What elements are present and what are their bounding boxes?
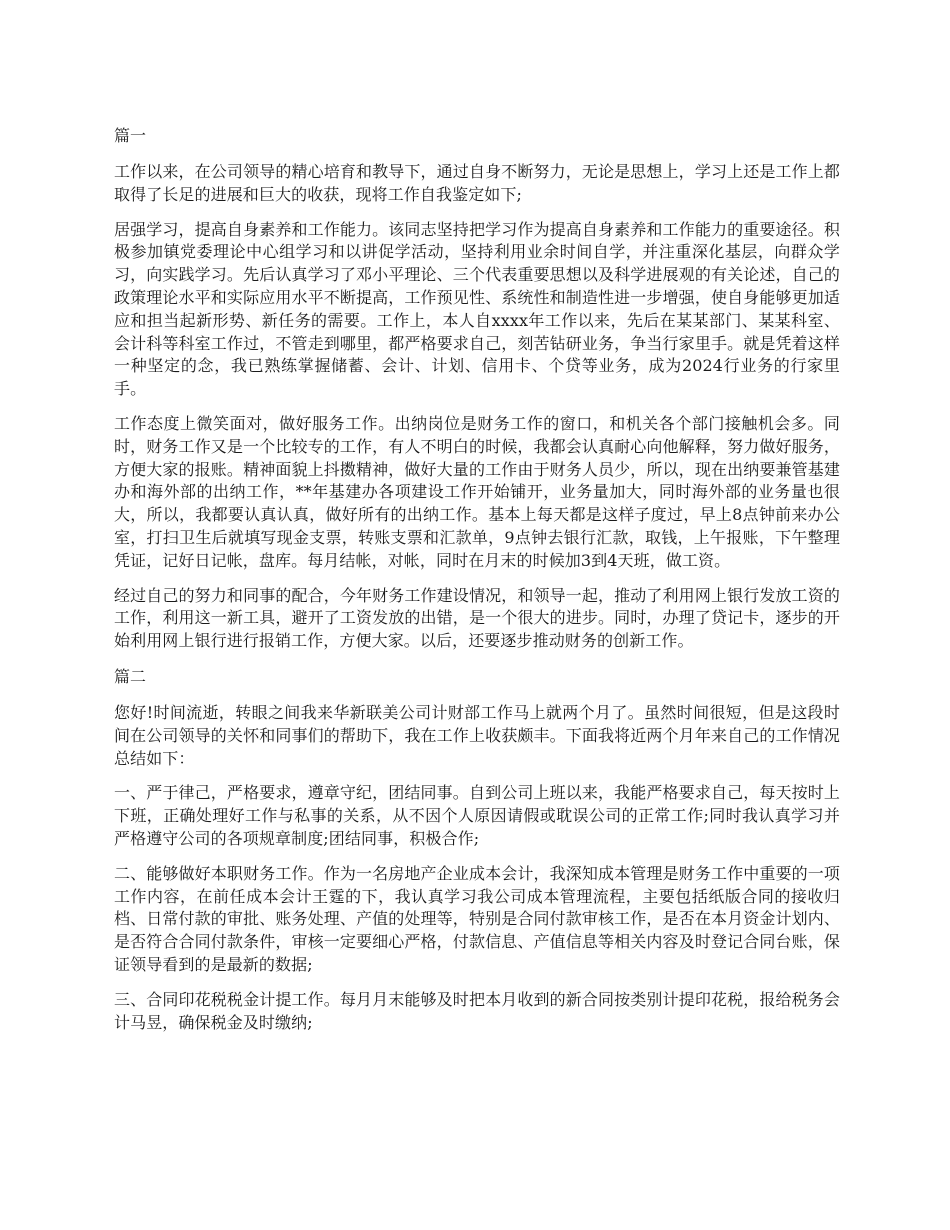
- paragraph: 二、能够做好本职财务工作。作为一名房地产企业成本会计，我深知成本管理是财务工作中重要的一项工作内容，在前任成本会计王霆的下，我认真学习我公司成本管理流程，主要包括纸版合同的接收归档、日常付款的审批、账务处理、产值的处理等，特别是合同付款审核工作，是否在本月资金计划内、是否符合合同付款条件，审核一定要细心严格，付款信息、产值信息等相关内容及时登记合同台账，保证领导看到的是最新的数据;: [114, 863, 840, 974]
- paragraph: 工作态度上微笑面对，做好服务工作。出纳岗位是财务工作的窗口，和机关各个部门接触机会多。同时，财务工作又是一个比较专的工作，有人不明白的时候，我都会认真耐心向他解释，努力做好服务，方便大家的报账。精神面貌上抖擞精神，做好大量的工作由于财务人员少，所以，现在出纳要兼管基建办和海外部的出纳工作，**年基建办各项建设工作开始铺开，业务量加大，同时海外部的业务量也很大，所以，我都要认真认真，做好所有的出纳工作。基本上每天都是这样子度过，早上8点钟前来办公室，打扫卫生后就填写现金支票，转账支票和汇款单，9点钟去银行汇款，取钱，上午报账，下午整理凭证，记好日记帐，盘库。每月结帐，对帐，同时在月末的时候加3到4天班，做工资。: [114, 413, 840, 570]
- paragraph: 您好!时间流逝，转眼之间我来华新联美公司计财部工作马上就两个月了。虽然时间很短，但是这段时间在公司领导的关怀和同事们的帮助下，我在工作上收获颇丰。下面我将近两个月年来自己的工作情况总结如下：: [114, 702, 840, 768]
- document-page: [114, 124, 840, 1046]
- paragraph: 一、严于律己，严格要求，遵章守纪，团结同事。自到公司上班以来，我能严格要求自己，每天按时上下班，正确处理好工作与私事的关系，从不因个人原因请假或耽误公司的正常工作;同时我认真学习并严格遵守公司的各项规章制度;团结同事，积极合作;: [114, 783, 840, 848]
- section-heading-1: 篇一: [114, 126, 147, 145]
- paragraph: 工作以来，在公司领导的精心培育和教导下，通过自身不断努力，无论是思想上，学习上还是工作上都取得了长足的进展和巨大的收获，现将工作自我鉴定如下;: [114, 162, 840, 204]
- paragraph: 三、合同印花税税金计提工作。每月月末能够及时把本月收到的新合同按类别计提印花税，报给税务会计马昱，确保税金及时缴纳;: [114, 989, 840, 1032]
- paragraph: 居强学习，提高自身素养和工作能力。该同志坚持把学习作为提高自身素养和工作能力的重要途径。积极参加镇党委理论中心组学习和以讲促学活动，坚持利用业余时间自学，并注重深化基层，向群众学习，向实践学习。先后认真学习了邓小平理论、三个代表重要思想以及科学进展观的有关论述，自己的政策理论水平和实际应用水平不断提高，工作预见性、系统性和制造性进一步增强，使自身能够更加适应和担当起新形势、新任务的需要。工作上，本人自xxxx年工作以来，先后在某某部门、某某科室、会计科等科室工作过，不管走到哪里，都严格要求自己，刻苦钻研业务，争当行家里手。就是凭着这样一种坚定的念，我已熟练掌握储蓄、会计、计划、信用卡、个贷等业务，成为2024行业务的行家里手。: [114, 219, 840, 399]
- paragraph: 经过自己的努力和同事的配合，今年财务工作建设情况，和领导一起，推动了利用网上银行发放工资的工作，利用这一新工具，避开了工资发放的出错，是一个很大的进步。同时，办理了贷记卡，逐步的开始利用网上银行进行报销工作，方便大家。以后，还要逐步推动财务的创新工作。: [114, 585, 840, 651]
- section-heading-2: 篇二: [114, 666, 147, 686]
